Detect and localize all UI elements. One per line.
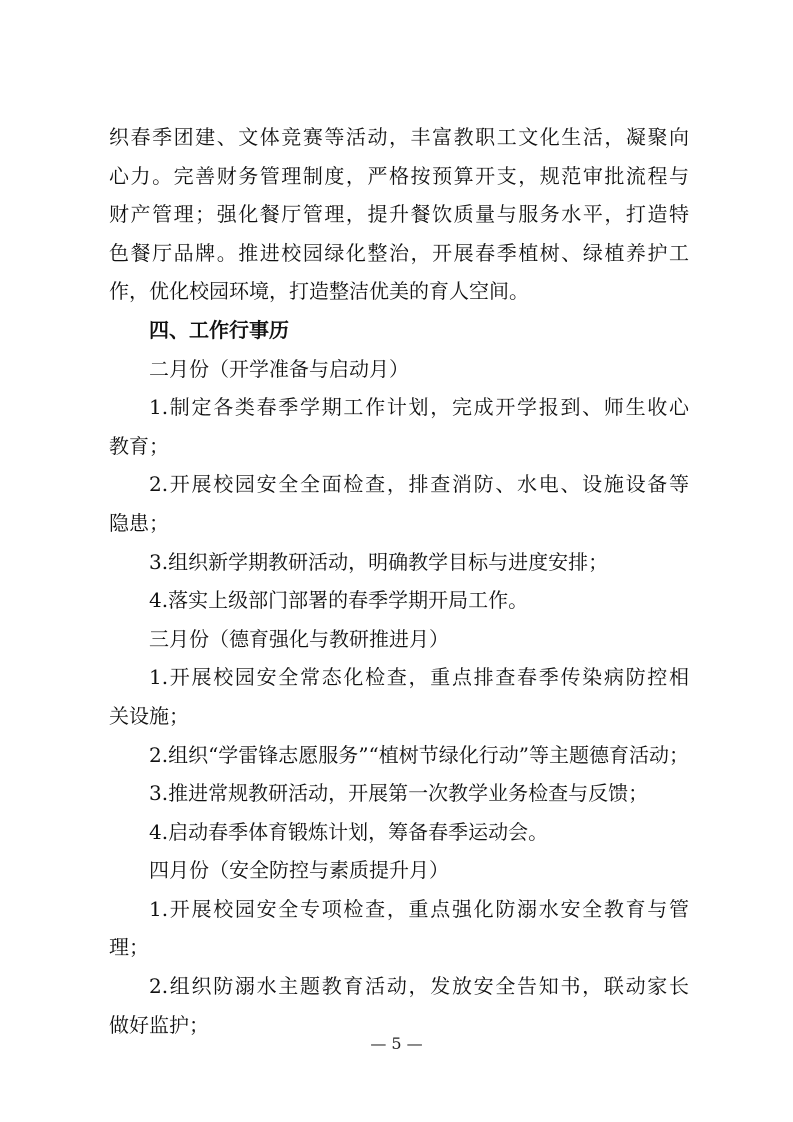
paragraph-line: 心力。完善财务管理制度，严格按预算开支，规范审批流程与 (109, 163, 689, 188)
list-item-line: 1.制定各类春季学期工作计划，完成开学报到、师生收心 (149, 395, 689, 420)
list-item-line: 关设施； (109, 703, 189, 728)
month-subheading: 四月份（安全防控与素质提升月） (149, 858, 449, 883)
list-item-line: 教育； (109, 433, 169, 458)
list-item-line: 1.开展校园安全专项检查，重点强化防溺水安全教育与管 (149, 896, 689, 921)
list-item-line: 理； (109, 935, 149, 960)
list-item-line: 4.落实上级部门部署的春季学期开局工作。 (149, 588, 529, 613)
list-item-line: 2.开展校园安全全面检查，排查消防、水电、设施设备等 (149, 472, 689, 497)
section-heading: 四、工作行事历 (149, 317, 289, 342)
paragraph-line: 色餐厅品牌。推进校园绿化整治，开展春季植树、绿植养护工 (109, 240, 689, 265)
list-item-line: 3.组织新学期教研活动，明确教学目标与进度安排； (149, 549, 609, 574)
list-item-line: 做好监护； (109, 1012, 209, 1037)
paragraph-line: 财产管理；强化餐厅管理，提升餐饮质量与服务水平，打造特 (109, 202, 689, 227)
list-item-line: 隐患； (109, 510, 169, 535)
list-item-line: 3.推进常规教研活动，开展第一次教学业务检查与反馈； (149, 781, 649, 806)
paragraph-line: 织春季团建、文体竞赛等活动，丰富教职工文化生活，凝聚向 (109, 125, 689, 149)
paragraph-line: 作，优化校园环境，打造整洁优美的育人空间。 (109, 279, 529, 304)
page-body (109, 118, 689, 1044)
month-subheading: 二月份（开学准备与启动月） (149, 356, 409, 381)
page-number: — 5 — (370, 1034, 423, 1053)
list-item-line: 4.启动春季体育锻炼计划，筹备春季运动会。 (149, 819, 549, 844)
list-item-line: 2.组织“学雷锋志愿服务”“植树节绿化行动”等主题德育活动； (149, 742, 689, 767)
month-subheading: 三月份（德育强化与教研推进月） (149, 626, 449, 651)
list-item-line: 1.开展校园安全常态化检查，重点排查春季传染病防控相 (149, 665, 689, 690)
list-item-line: 2.组织防溺水主题教育活动，发放安全告知书，联动家长 (149, 974, 689, 999)
